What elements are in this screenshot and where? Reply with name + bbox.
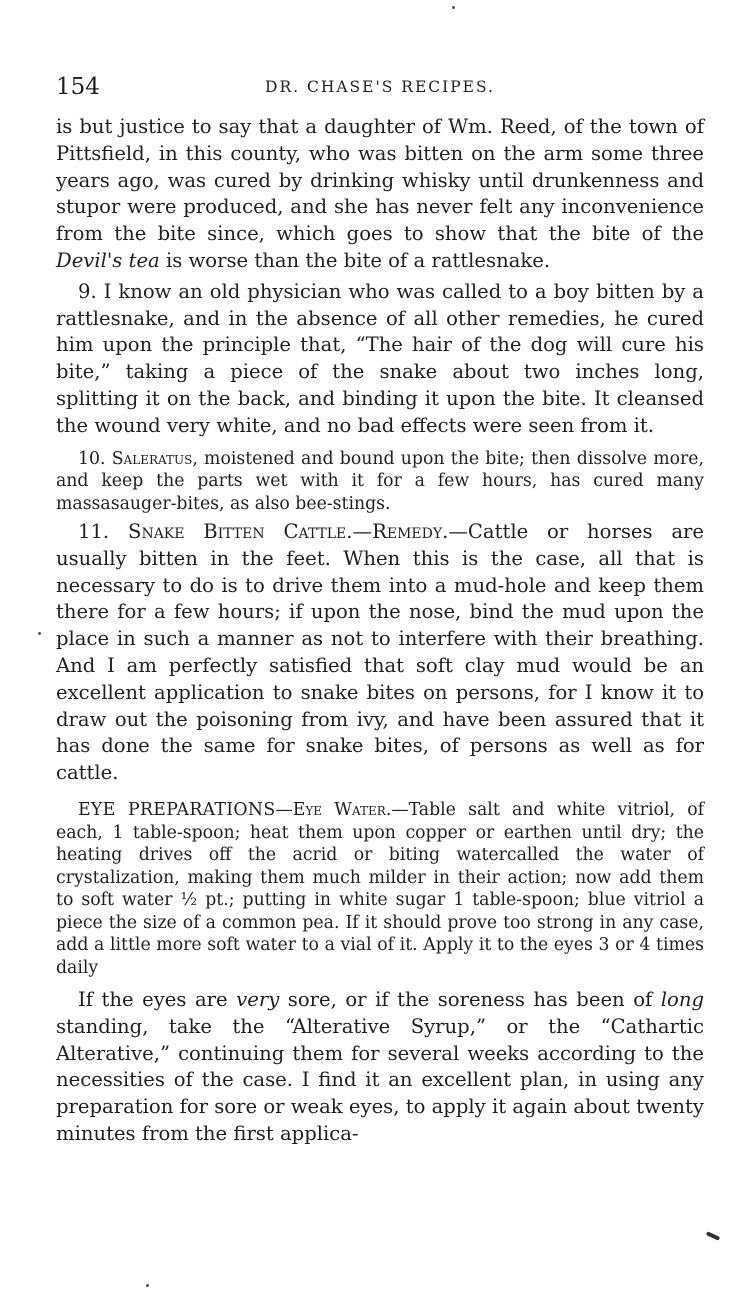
eye-water-subheading: Eye Water. [292,800,392,821]
page-header [56,70,704,110]
paragraph-continuation: is but justice to say that a daughter of Wm. Reed, of the town of Pittsfield, in this county, who was bitten on the arm some three years ago, was cured by drinking whisky until drunkenness and stupor were produced, and she has never felt any inconvenience from the bite since, which goes to show that the bite of the Devil's tea is worse than the bite of a rattlesnake. [56,115,704,272]
ink-speck-margin [38,632,41,635]
recipe-10-saleratus: 10. Saleratus, moistened and bound upon the bite; then dissolve more, and keep the parts wet with it for a few hours, has cured many massasauger-bites, as also bee-stings. [56,448,704,514]
recipe-10-title: Saleratus, [111,448,198,469]
eye-preparations-section: EYE PREPARATIONS—Eye Water.—Table salt and white vitriol, of each, 1 table-spoon; heat them upon copper or earthen until dry; the heating drives off the acrid or biting watercalled the water of crystalization, making them much milder in their action; now add them to soft water ½ pt.; putting in white sugar 1 table-spoon; blue vitriol a piece the size of a common pea. If it should prove too strong in any case, add a little more soft water to a vial of it. Apply it to the eyes 3 or 4 times daily [56,800,705,978]
eyes-sore-paragraph: If the eyes are very sore, or if the soreness has been of long standing, take the “Alterative Syrup,” or the “Cathartic Alterative,” continuing them for several weeks according to the necessities of the case. I find it an excellent plan, in using any preparation for sore or weak eyes, to apply it again about twenty minutes from the first applica- [56,988,705,1146]
recipe-11-title: Snake Bitten Cattle. [128,520,353,544]
ink-speck-bottom [146,1284,149,1287]
remedy-label: Remedy. [372,520,449,544]
ink-mark-bottom-right [706,1231,720,1241]
eye-preparations-heading: EYE PREPARATIONS [78,800,276,821]
very-italic: very [236,988,280,1012]
page-number: 154 [56,74,100,100]
long-italic: long [660,988,705,1012]
recipe-9: 9. I know an old physician who was called to a boy bitten by a rattlesnake, and in the absence of all other remedies, he cured him upon the principle that, “The hair of the dog will cure his bite,” taking a piece of the snake about two inches long, splitting it on the back, and binding it upon the bite. It cleansed the wound very white, and no bad effects were seen from it. [56,279,704,437]
running-head: DR. CHASE'S RECIPES. [265,78,495,96]
book-page [56,70,704,1148]
recipe-11-snake-bitten-cattle: 11. Snake Bitten Cattle.—Remedy.—Cattle or horses are usually bitten in the feet. When this is the case, all that is necessary to do is to drive them into a mud-hole and keep them there for a few hours; if upon the nose, bind the mud upon the place in such a manner as not to interfere with their breathing. And I am perfectly satisfied that soft clay mud would be an excellent application to snake bites on persons, for I know it to draw out the poisoning from ivy, and have been assured that it has done the same for snake bites, of persons as well as for cattle. [56,520,704,785]
ink-speck-top [452,6,455,9]
devils-tea-italic: Devil's tea [56,248,160,272]
